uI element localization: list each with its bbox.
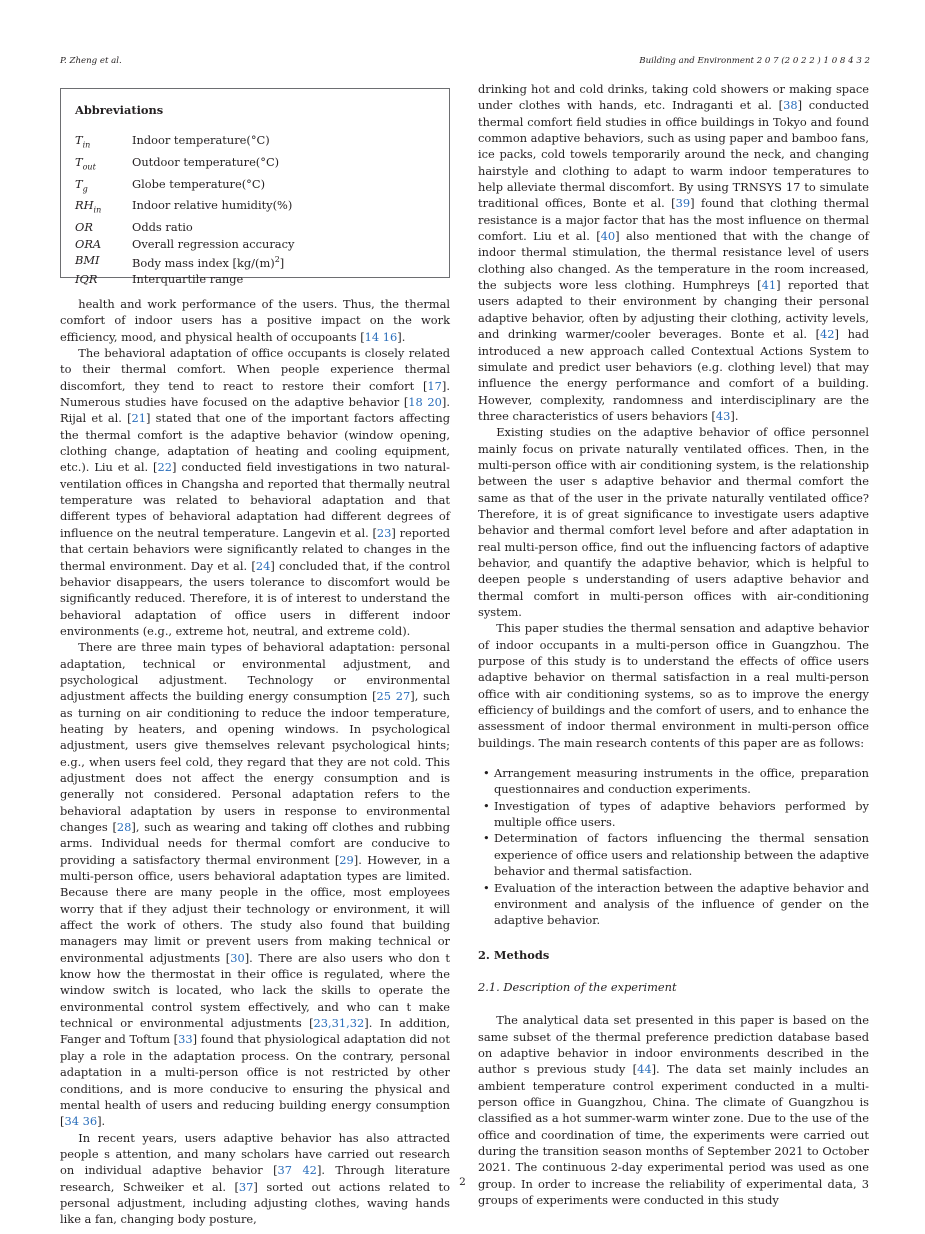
- abbreviation-row: [75, 154, 435, 176]
- citation-link[interactable]: 37 42: [277, 1163, 317, 1178]
- citation-link[interactable]: 33: [178, 1032, 193, 1047]
- body-paragraph: The analytical data set presented in this paper is based on the same subset of the thermal preference prediction database based on adaptive behavior in indoor environments described in the author s previous study [44]. The data set mainly includes an ambient temperature control experiment conducted in a multi-person office in Guangzhou, China. The climate of Guangzhou is classified as a hot summer-warm winter zone. Due to the use of the office and coordination of time, the experiments were carried out during the transition season months of September 2021 to October 2021. The continuous 2-day experimental period was used as one group. In order to increase the reliability of experimental data, 3 groups of experiments were conducted in this study: [478, 1013, 869, 1207]
- abbreviation-term: $RH_{in}$: [75, 198, 102, 215]
- abbreviation-definition: Interquartile range: [132, 272, 244, 287]
- abbreviation-row: [75, 271, 435, 287]
- citation-link[interactable]: 28: [116, 820, 132, 834]
- abbreviation-term: OR: [75, 220, 93, 235]
- research-content-item: • Determination of factors influencing the thermal sensation experience of office users and relationship between the adaptive behavior and thermal satisfaction.: [478, 830, 869, 879]
- citation-link[interactable]: 18 20: [408, 395, 442, 410]
- abbreviation-row: [75, 219, 435, 235]
- header-journal-citation: Building and Environment 2 0 7 (2 0 2 2 ) 1 0 8 4 3 2: [639, 56, 870, 66]
- abbreviations-box: [60, 88, 450, 287]
- header-authors: P. Zheng et al.: [60, 56, 122, 66]
- abbreviation-definition: Overall regression accuracy: [132, 236, 295, 251]
- abbreviation-row: [75, 197, 435, 219]
- citation-link[interactable]: 25 27: [376, 689, 411, 704]
- citation-link[interactable]: 38: [783, 98, 798, 113]
- abbreviations-title: Abbreviations: [75, 103, 164, 117]
- citation-link[interactable]: 37: [238, 1179, 254, 1194]
- citation-link[interactable]: 24: [255, 558, 271, 573]
- abbreviation-definition: Odds ratio: [132, 220, 193, 235]
- abbreviations-list: [75, 132, 435, 287]
- abbreviation-definition: Indoor relative humidity(%): [132, 198, 293, 213]
- citation-link[interactable]: 41: [761, 278, 777, 293]
- abbreviation-definition: Body mass index $[kg/(m)^2]$: [132, 254, 285, 270]
- abbreviation-term: $T_{in}$: [75, 133, 91, 150]
- citation-link[interactable]: 40: [600, 229, 616, 244]
- citation-link[interactable]: 34 36: [64, 1114, 98, 1129]
- abbreviation-term: BMI: [75, 252, 100, 267]
- abbreviation-row: [75, 236, 435, 252]
- abbreviation-row: [75, 176, 435, 198]
- citation-link[interactable]: 44: [637, 1062, 652, 1077]
- research-content-item: • Arrangement measuring instruments in the office, preparation questionnaires and conduction experiments.: [478, 765, 869, 798]
- citation-link[interactable]: 30: [230, 950, 245, 965]
- body-paragraph: health and work performance of the users. Thus, the thermal comfort of indoor users has a positive impact on the work efficiency, mood, and physical health of occupoants [14 16].: [60, 297, 450, 344]
- citation-link[interactable]: 23: [376, 525, 392, 540]
- right-column: [478, 81, 869, 1208]
- research-contents-list: [478, 765, 869, 928]
- right-body-text: [478, 81, 869, 751]
- abbreviation-row: [75, 132, 435, 154]
- abbreviation-row: [75, 252, 435, 271]
- body-paragraph: The behavioral adaptation of office occupants is closely related to their thermal comfort. When people experience thermal discomfort, they tend to react to restore their comfort [17]. Numerous studies have focused on the adaptive behavior [18 20]. Rijal et al. [21] stated that one of the important factors affecting the thermal comfort is the adaptive behavior (window opening, clothing change, adaptation of heating and cooling equipment, etc.). Liu et al. [22] conducted field investigations in two natural-ventilation offices in Changsha and reported that thermally neutral temperature was related to behavioral adaptation and that different types of behavioral adaptation had different degrees of influence on the neutral temperature. Langevin et al. [23] reported that certain behaviors were significantly related to changes in the thermal environment. Day et al. [24] concluded that, if the control behavior disappears, the users tolerance to discomfort would be significantly reduced. Therefore, it is of interest to understand the behavioral adaptation of office users in different indoor environments (e.g., extreme hot, neutral, and extreme cold).: [60, 346, 450, 638]
- left-column: [60, 81, 450, 1228]
- left-body-text: [60, 296, 450, 1228]
- research-content-item: • Investigation of types of adaptive behaviors performed by multiple office users.: [478, 798, 869, 831]
- citation-link[interactable]: 42: [820, 327, 835, 342]
- section-heading-methods: 2. Methods: [478, 947, 550, 962]
- citation-link[interactable]: 21: [131, 411, 147, 426]
- abbreviation-term: IQR: [75, 272, 98, 287]
- citation-link[interactable]: 14 16: [364, 329, 398, 344]
- body-paragraph: There are three main types of behavioral adaptation: personal adaptation, technical or environmental adjustment, and psychological adjustment. Technology or environmental adjustment affects the building energy consumption [25 27], such as turning on air conditioning to reduce the indoor temperature, heating by heaters, and opening windows. In psychological adjustment, users give themselves relevant psychological hints; e.g., when users feel cold, they regard that they are not cold. This adjustment does not affect the energy consumption and is generally not considered. Personal adaptation refers to the behavioral adaptation by users in response to environmental changes [28], such as wearing and taking off clothes and rubbing arms. Individual needs for thermal comfort are conducive to providing a satisfactory thermal environment [29]. However, in a multi-person office, users behavioral adaptation types are limited. Because there are many people in the office, most employees worry that if they adjust their technology or environment, it will affect the work of others. The study also found that building managers may limit or prevent users from making technical or environmental adjustments [30]. There are also users who don t know how the thermostat in their office is regulated, where the window switch is located, who lack the skills to operate the environmental control system effectively, and who can t make technical or environmental adjustments [23,31,32]. In addition, Fanger and Toftum [33] found that physiological adaptation did not play a role in the adaptation process. On the contrary, personal adaptation in a multi-person office is not restricted by other conditions, and is more conducive to ensuring the physical and mental health of users and reducing building energy consumption [34 36].: [60, 640, 451, 1129]
- body-paragraph: Existing studies on the adaptive behavior of office personnel mainly focus on private naturally ventilated offices. Then, in the multi-person office with air conditioning system, is the relationship between the user s adaptive behavior and thermal comfort the same as that of the user in the private naturally ventilated office? Therefore, it is of great significance to investigate users adaptive behavior and thermal comfort level before and after adaptation in real multi-person office, find out the influencing factors of adaptive behavior, and quantify the adaptive behavior, which is helpful to deepen people s understanding of users adaptive behavior and thermal comfort in multi-person offices with air-conditioning system.: [478, 425, 869, 619]
- abbreviation-definition: Indoor temperature(°C): [132, 133, 270, 148]
- citation-link[interactable]: 39: [675, 196, 691, 211]
- citation-link[interactable]: 23,31,32: [313, 1016, 365, 1031]
- abbreviation-term: $T_{out}$: [75, 155, 96, 172]
- body-paragraph: This paper studies the thermal sensation and adaptive behavior of indoor occupants in a multi-person office in Guangzhou. The purpose of this study is to understand the effects of office users adaptive behavior on thermal satisfaction in a real multi-person office with air conditioning systems, so as to improve the energy efficiency of buildings and the comfort of users, and to enhance the assessment of indoor thermal environment in multi-person office buildings. The main research contents of this paper are as follows:: [478, 621, 869, 750]
- citation-link[interactable]: 43: [715, 408, 731, 423]
- citation-link[interactable]: 22: [157, 460, 172, 475]
- research-content-item: • Evaluation of the interaction between the adaptive behavior and environment and analysis of the influence of gender on the adaptive behavior.: [478, 880, 869, 929]
- citation-link[interactable]: 17: [427, 378, 442, 393]
- citation-link[interactable]: 29: [339, 852, 354, 867]
- abbreviation-term: ORA: [75, 236, 102, 251]
- abbreviation-definition: Outdoor temperature(°C): [132, 155, 280, 170]
- abbreviation-term: $T_g$: [75, 176, 88, 193]
- page-number: 2: [459, 1176, 466, 1188]
- subsection-heading-experiment: 2.1. Description of the experiment: [478, 979, 677, 994]
- body-paragraph: drinking hot and cold drinks, taking cold showers or making space under clothes with hands, etc. Indraganti et al. [38] conducted thermal comfort field studies in office buildings in Tokyo and found common adaptive behaviors, such as using paper and bamboo fans, ice packs, cold towels temporarily around the neck, and changing hairstyle and clothing to adapt to warm indoor temperatures to help alleviate thermal discomfort. By using TRNSYS 17 to simulate traditional offices, Bonte et al. [39] found that clothing thermal resistance is a major factor that has the most influence on thermal comfort. Liu et al. [40] also mentioned that with the change of indoor thermal stimulation, the thermal resistance level of users clothing also changed. As the temperature in the room increased, the subjects wore less clothing. Humphreys [41] reported that users adapted to their environment by changing their personal adaptive behavior, often by adjusting their clothing, activity levels, and drinking warmer/cooler beverages. Bonte et al. [42] had introduced a new approach called Contextual Actions System to simulate and predict user behaviors (e.g. clothing level) that may influence the energy performance and comfort of a building. However, complexity, randomness and interdisciplinary are the three characteristics of users behaviors [43].: [478, 82, 870, 423]
- abbreviation-definition: Globe temperature(°C): [132, 176, 266, 191]
- body-paragraph: In recent years, users adaptive behavior has also attracted people s attention, and many scholars have carried out research on individual adaptive behavior [37 42]. Through literature research, Schweiker et al. [37] sorted out actions related to personal adjustment, including adjusting clothes, waving hands like a fan, changing body posture,: [60, 1130, 450, 1227]
- running-header: [60, 56, 870, 70]
